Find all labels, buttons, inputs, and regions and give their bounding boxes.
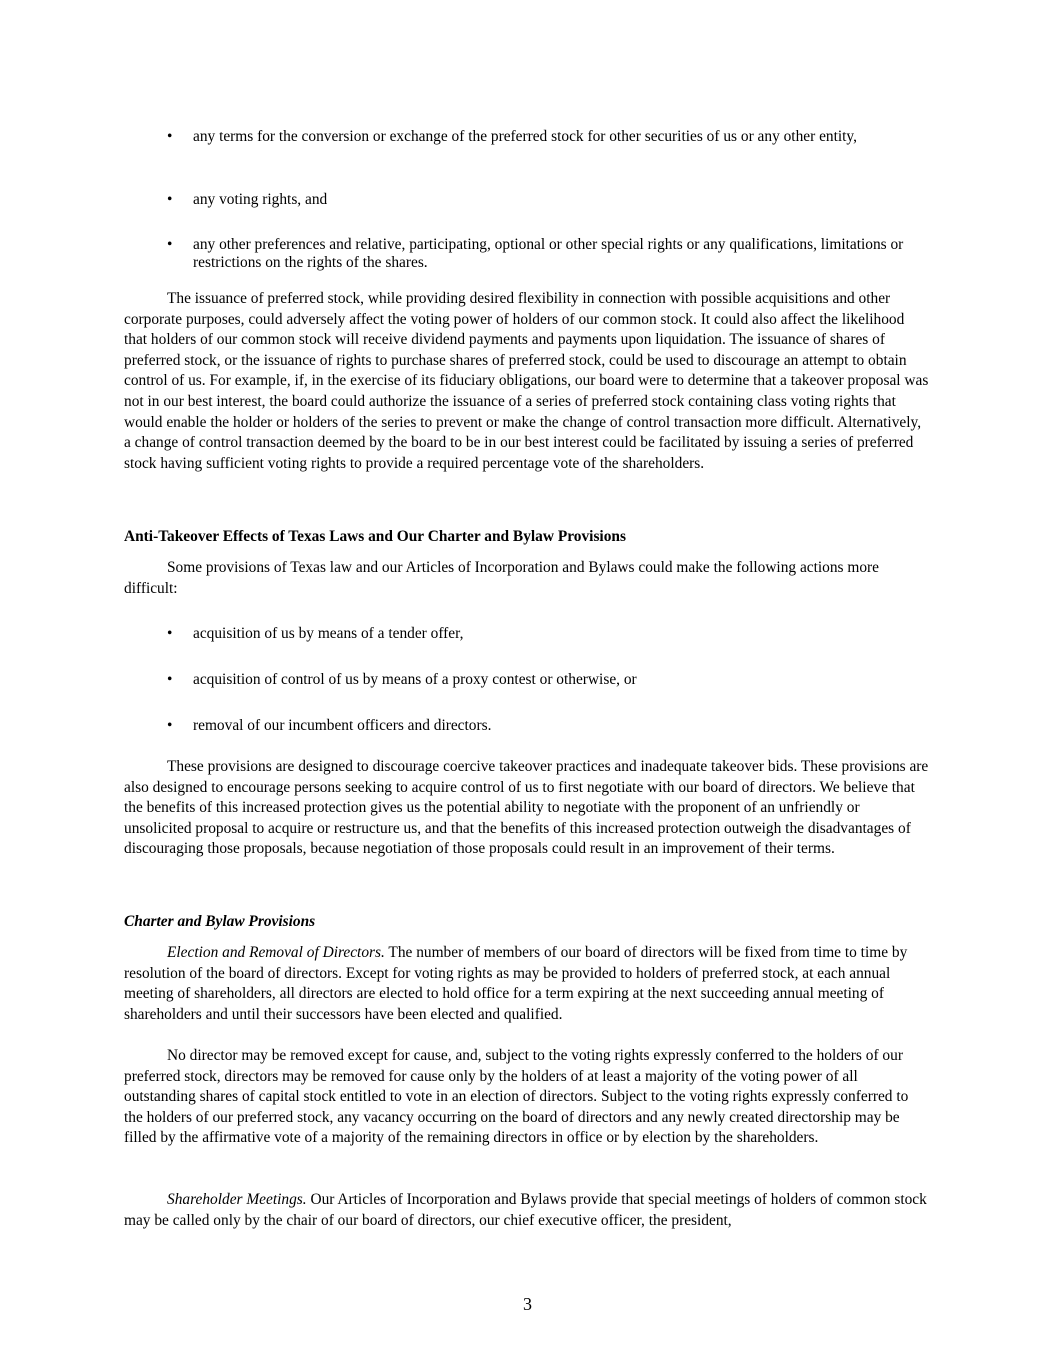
paragraph-text: No director may be removed except for cause, and, subject to the voting rights expressly conferred to the holders of our preferred stock, directors may be removed for cause only by the holders of at least a majority of the voting power of all outstanding shares of capital stock entitled to vote in an election of directors. Subject to the voting rights expressly conferred to the holders of our preferred stock, any vacancy occurring on the board of directors and any newly created directorship may be filled by the affirmative vote of a majority of the remaining directors in office or by election by the shareholders. [124, 1047, 909, 1147]
paragraph-removal [124, 1046, 930, 1149]
paragraph-text: The issuance of preferred stock, while providing desired flexibility in connection with possible acquisitions and other corporate purposes, could adversely affect the voting power of holders of our common stock. It could also affect the likelihood that holders of our common stock will receive dividend payments and payments upon liquidation. The issuance of shares of preferred stock, or the issuance of rights to purchase shares of preferred stock, could be used to discourage an attempt to obtain control of us. For example, if, in the exercise of its fiduciary obligations, our board were to determine that a takeover proposal was not in our best interest, the board could authorize the issuance of a series of preferred stock containing class voting rights that would enable the holder or holders of the series to prevent or make the change of control transaction more difficult. Alternatively, a change of control transaction deemed by the board to be in our best interest could be facilitated by issuing a series of preferred stock having sufficient voting rights to provide a required percentage vote of the shareholders. [124, 290, 929, 472]
bullet-item [167, 191, 907, 209]
bullet-item [167, 128, 907, 146]
bullet-marker: • [167, 671, 173, 688]
bullet-item [167, 717, 907, 735]
paragraph-some-provisions [124, 558, 930, 599]
paragraph-text [124, 943, 930, 1025]
bullet-marker: • [167, 191, 173, 208]
page-number: 3 [523, 1294, 532, 1314]
bullet-text: any other preferences and relative, participating, optional or other special rights or any qualifications, limitations or restrictions on the rights of the shares. [193, 236, 904, 271]
bullet-marker: • [167, 717, 173, 734]
bullet-item [167, 671, 907, 689]
bullet-marker: • [167, 128, 173, 145]
paragraph-election [124, 943, 930, 1025]
bullet-text: any voting rights, and [193, 191, 328, 208]
bullet-text: acquisition of us by means of a tender offer, [193, 625, 464, 642]
paragraph-text: These provisions are designed to discourage coercive takeover practices and inadequate takeover bids. These provisions are also designed to encourage persons seeking to acquire control of us to first negotiate with our board of directors. We believe that the benefits of this increased protection gives us the potential ability to negotiate with the proponent of an unfriendly or unsolicited proposal to acquire or restructure us, and that the benefits of this increased protection outweigh the disadvantages of discouraging those proposals, because negotiation of those proposals could result in an improvement of their terms. [124, 758, 929, 858]
paragraph-body: The number of members of our board of directors will be fixed from time to time by resolution of the board of directors. Except for voting rights as may be provided to holders of preferred stock, at each annual meeting of shareholders, all directors are elected to hold office for a term expiring at the next succeeding annual meeting of shareholders and until their successors have been elected and qualified. [124, 944, 908, 1023]
bullet-text: acquisition of control of us by means of a proxy contest or otherwise, or [193, 671, 637, 688]
bullet-item [167, 236, 907, 271]
bullet-item [167, 625, 907, 643]
bullet-marker: • [167, 236, 173, 253]
bullet-marker: • [167, 625, 173, 642]
paragraph-lead: Shareholder Meetings. [167, 1191, 307, 1208]
bullet-text: any terms for the conversion or exchange of the preferred stock for other securities of us or any other entity, [193, 128, 857, 145]
paragraph-designed [124, 757, 930, 860]
paragraph-body: Our Articles of Incorporation and Bylaws provide that special meetings of holders of common stock may be called only by the chair of our board of directors, our chief executive officer, the president, [124, 1191, 927, 1229]
paragraph-lead: Election and Removal of Directors. [167, 944, 385, 961]
section-heading-anti-takeover: Anti-Takeover Effects of Texas Laws and Our Charter and Bylaw Provisions [124, 528, 626, 545]
paragraph-issuance [124, 289, 930, 474]
bullet-text: removal of our incumbent officers and directors. [193, 717, 492, 734]
paragraph-text: Some provisions of Texas law and our Articles of Incorporation and Bylaws could make the following actions more difficult: [124, 559, 880, 597]
section-heading-charter: Charter and Bylaw Provisions [124, 913, 316, 930]
paragraph-text [124, 1190, 930, 1231]
paragraph-meetings [124, 1190, 930, 1231]
